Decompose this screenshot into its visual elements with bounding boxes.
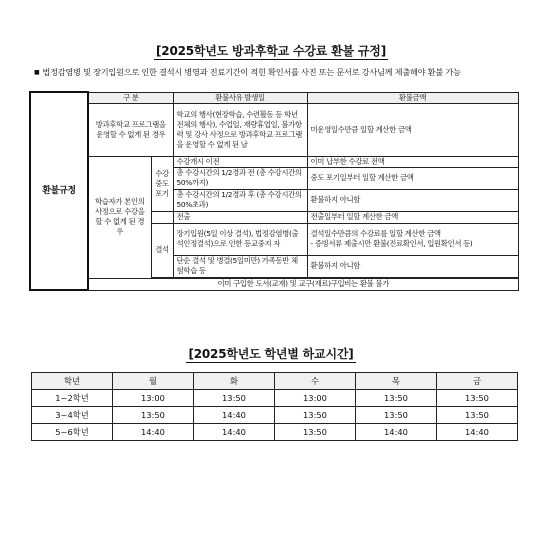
time-cell: 13:00 — [113, 390, 194, 407]
school-cancel-reason: 학교의 행사(현장학습, 수련활동 등 학년 전체의 행사), 수업일, 재량휴업일, 불가항력 및 강사 사정으로 방과후학교 프로그램을 운영할 수 없게 된 날 — [173, 103, 307, 156]
time-cell: 14:40 — [113, 424, 194, 441]
header-tue: 화 — [194, 373, 275, 390]
before-start-amount: 이미 납부한 수강료 전액 — [307, 156, 518, 167]
bullet-icon: ■ — [34, 69, 40, 76]
illness-amount — [307, 223, 518, 255]
under-half-amount: 중도 포기일부터 일할 계산한 금액 — [307, 167, 518, 189]
under-half-reason: 총 수강시간의 1/2경과 전 (총 수강시간의50%까지) — [173, 167, 307, 189]
grade-cell: 1~2학년 — [32, 390, 113, 407]
illness-amount-line-1: 결석일수만큼의 수강료를 일할 계산한 금액 — [310, 229, 441, 238]
time-cell: 13:50 — [194, 390, 275, 407]
time-cell: 14:40 — [356, 424, 437, 441]
over-half-amount: 환불하지 아니함 — [307, 189, 518, 211]
simple-absence-amount: 환불하지 아니함 — [307, 255, 518, 277]
header-fri: 금 — [437, 373, 518, 390]
header-grade: 학년 — [32, 373, 113, 390]
footer-note: 이미 구입한 도서(교재) 및 교구(재료)구입비는 환불 불가 — [88, 278, 518, 290]
time-cell: 14:40 — [194, 424, 275, 441]
header-category: 구 분 — [88, 92, 173, 103]
student-reason-category: 학습자가 본인의 사정으로 수강을 할 수 없게 된 경우 — [88, 156, 151, 278]
withdraw-subcategory: 수강 중도 포기 — [151, 156, 173, 211]
dismissal-times-title: [2025학년도 학년별 하교시간] — [188, 347, 354, 361]
header-wed: 수 — [275, 373, 356, 390]
time-cell: 13:50 — [356, 407, 437, 424]
table-row — [32, 390, 518, 407]
transfer-amount: 전출일부터 일할 계산한 금액 — [307, 211, 518, 223]
before-start-reason: 수강개시 이전 — [173, 156, 307, 167]
refund-policy-label: 환불규정 — [30, 92, 88, 290]
time-cell: 13:50 — [437, 390, 518, 407]
time-cell: 13:50 — [356, 390, 437, 407]
transfer-reason: 전출 — [173, 211, 307, 223]
time-cell: 13:50 — [275, 407, 356, 424]
illness-amount-line-2: - 증빙서류 제출시만 환불(진료확인서, 입원확인서 등) — [310, 239, 473, 248]
refund-notice: ■ 법정감염병 및 장기입원으로 인한 결석시 병영과 진료기간이 적힌 확인서를 사진 또는 문서로 강사님께 제출해야 환불 가능 — [34, 67, 461, 77]
blank-cell — [151, 211, 173, 223]
refund-policy-table — [29, 91, 519, 291]
time-cell: 13:50 — [275, 424, 356, 441]
grade-cell: 3~4학년 — [32, 407, 113, 424]
table-header-row — [32, 373, 518, 390]
simple-absence-reason: 단순 결석 및 병결(5일미만) 가족동반 체험학습 등 — [173, 255, 307, 277]
illness-reason: 장기입원(5일 이상 결석), 법정감염병(출석인정결석)으로 인한 등교중지 자 — [173, 223, 307, 255]
table-row — [32, 424, 518, 441]
time-cell: 13:50 — [437, 407, 518, 424]
header-mon: 월 — [113, 373, 194, 390]
table-row — [32, 407, 518, 424]
header-reason: 환불사유 발생일 — [173, 92, 307, 103]
header-thu: 목 — [356, 373, 437, 390]
time-cell: 14:40 — [437, 424, 518, 441]
grade-cell: 5~6학년 — [32, 424, 113, 441]
time-cell: 13:50 — [113, 407, 194, 424]
dismissal-times-table — [31, 372, 518, 441]
school-cancel-amount: 미운영일수만큼 일할 계산한 금액 — [307, 103, 518, 156]
time-cell: 13:00 — [275, 390, 356, 407]
header-amount: 환불금액 — [307, 92, 518, 103]
time-cell: 14:40 — [194, 407, 275, 424]
refund-policy-title: [2025학년도 방과후학교 수강료 환불 규정] — [156, 44, 386, 58]
over-half-reason: 총 수강시간의 1/2경과 후 (총 수강시간의50%초과) — [173, 189, 307, 211]
school-cancel-category: 방과후학교 프로그램을 운영할 수 없게 된 경우 — [88, 103, 173, 156]
absence-subcategory: 결석 — [151, 223, 173, 277]
